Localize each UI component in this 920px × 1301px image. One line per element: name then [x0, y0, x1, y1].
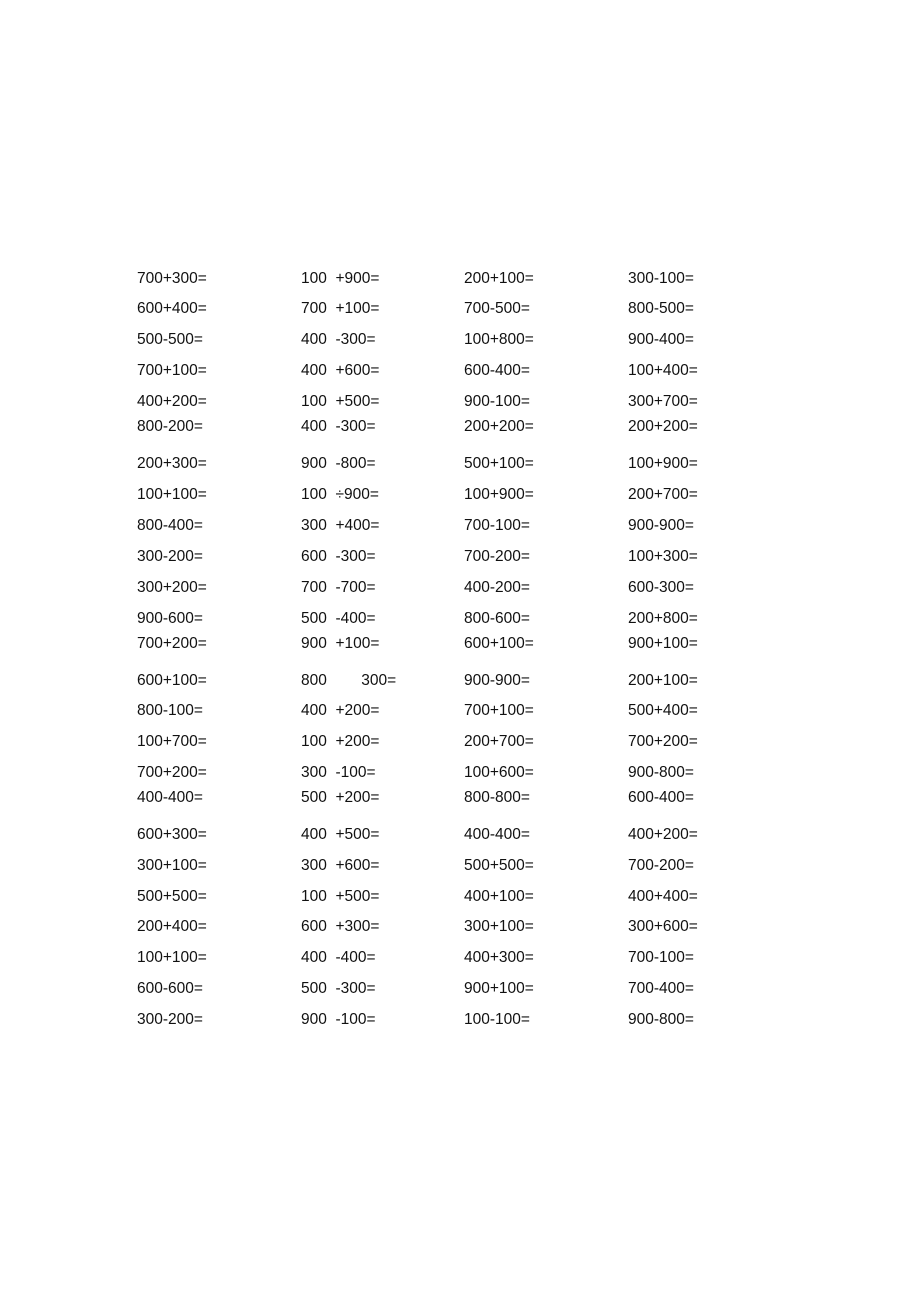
problem-r15-d: 500+400=: [628, 702, 698, 719]
problem-r25-d: 900-800=: [628, 1011, 694, 1028]
problem-r14-a: 600+100=: [137, 672, 207, 689]
problem-r14-b: 800 300=: [301, 672, 397, 689]
problem-r12-c: 800-600=: [464, 610, 530, 627]
problem-r21-a: 500+500=: [137, 888, 207, 905]
problem-r3-c: 100+800=: [464, 331, 534, 348]
problem-r5-c: 900-100=: [464, 393, 530, 410]
problem-r17-c: 100+600=: [464, 764, 534, 781]
problem-r2-d: 800-500=: [628, 300, 694, 317]
problem-r15-b: 400 +200=: [301, 702, 380, 719]
problem-r6-d: 200+200=: [628, 418, 698, 435]
problem-r1-b: 100 +900=: [301, 270, 380, 287]
problem-r4-a: 700+100=: [137, 362, 207, 379]
problem-r8-d: 200+700=: [628, 486, 698, 503]
problem-r4-c: 600-400=: [464, 362, 530, 379]
problem-r24-b: 500 -300=: [301, 980, 376, 997]
problem-r25-a: 300-200=: [137, 1011, 203, 1028]
problem-r23-a: 100+100=: [137, 949, 207, 966]
problem-r11-c: 400-200=: [464, 579, 530, 596]
problem-r16-b: 100 +200=: [301, 733, 380, 750]
problem-r24-a: 600-600=: [137, 980, 203, 997]
problem-r3-b: 400 -300=: [301, 331, 376, 348]
problem-r7-c: 500+100=: [464, 455, 534, 472]
problem-r19-d: 400+200=: [628, 826, 698, 843]
problem-r23-c: 400+300=: [464, 949, 534, 966]
problem-r12-b: 500 -400=: [301, 610, 376, 627]
problem-r10-a: 300-200=: [137, 548, 203, 565]
problem-r19-b: 400 +500=: [301, 826, 380, 843]
problem-r25-c: 100-100=: [464, 1011, 530, 1028]
problem-r14-c: 900-900=: [464, 672, 530, 689]
problem-r10-d: 100+300=: [628, 548, 698, 565]
problem-r20-d: 700-200=: [628, 857, 694, 874]
problem-r16-a: 100+700=: [137, 733, 207, 750]
problem-r20-c: 500+500=: [464, 857, 534, 874]
problem-r19-a: 600+300=: [137, 826, 207, 843]
problem-r1-c: 200+100=: [464, 270, 534, 287]
problem-r18-b: 500 +200=: [301, 789, 380, 806]
problem-r21-d: 400+400=: [628, 888, 698, 905]
problem-r23-d: 700-100=: [628, 949, 694, 966]
problem-r22-b: 600 +300=: [301, 918, 380, 935]
problem-r2-b: 700 +100=: [301, 300, 380, 317]
problem-r14-d: 200+100=: [628, 672, 698, 689]
problem-r19-c: 400-400=: [464, 826, 530, 843]
problem-r5-b: 100 +500=: [301, 393, 380, 410]
problem-r2-c: 700-500=: [464, 300, 530, 317]
problem-r5-d: 300+700=: [628, 393, 698, 410]
problem-r7-b: 900 -800=: [301, 455, 376, 472]
problem-r9-c: 700-100=: [464, 517, 530, 534]
problem-r8-c: 100+900=: [464, 486, 534, 503]
problem-r22-d: 300+600=: [628, 918, 698, 935]
problem-r8-a: 100+100=: [137, 486, 207, 503]
problem-r15-c: 700+100=: [464, 702, 534, 719]
problem-r13-c: 600+100=: [464, 635, 534, 652]
problem-r9-d: 900-900=: [628, 517, 694, 534]
problem-r18-d: 600-400=: [628, 789, 694, 806]
problem-r17-d: 900-800=: [628, 764, 694, 781]
problem-r21-b: 100 +500=: [301, 888, 380, 905]
problem-r7-d: 100+900=: [628, 455, 698, 472]
problem-r20-a: 300+100=: [137, 857, 207, 874]
problem-r13-d: 900+100=: [628, 635, 698, 652]
problem-r21-c: 400+100=: [464, 888, 534, 905]
problem-r24-c: 900+100=: [464, 980, 534, 997]
problem-r6-a: 800-200=: [137, 418, 203, 435]
problem-r16-c: 200+700=: [464, 733, 534, 750]
problem-r9-a: 800-400=: [137, 517, 203, 534]
problem-r5-a: 400+200=: [137, 393, 207, 410]
problem-r11-a: 300+200=: [137, 579, 207, 596]
problem-r3-d: 900-400=: [628, 331, 694, 348]
problem-r13-b: 900 +100=: [301, 635, 380, 652]
problem-r11-b: 700 -700=: [301, 579, 376, 596]
problem-r24-d: 700-400=: [628, 980, 694, 997]
problem-r18-a: 400-400=: [137, 789, 203, 806]
problem-r17-b: 300 -100=: [301, 764, 376, 781]
problem-r25-b: 900 -100=: [301, 1011, 376, 1028]
problem-r16-d: 700+200=: [628, 733, 698, 750]
problem-r12-a: 900-600=: [137, 610, 203, 627]
problem-r10-b: 600 -300=: [301, 548, 376, 565]
problem-r22-c: 300+100=: [464, 918, 534, 935]
problem-r18-c: 800-800=: [464, 789, 530, 806]
problem-r20-b: 300 +600=: [301, 857, 380, 874]
problem-r15-a: 800-100=: [137, 702, 203, 719]
problem-r1-a: 700+300=: [137, 270, 207, 287]
problem-r11-d: 600-300=: [628, 579, 694, 596]
problem-r7-a: 200+300=: [137, 455, 207, 472]
problem-r6-b: 400 -300=: [301, 418, 376, 435]
problem-r12-d: 200+800=: [628, 610, 698, 627]
problem-r2-a: 600+400=: [137, 300, 207, 317]
problem-r3-a: 500-500=: [137, 331, 203, 348]
problem-r4-d: 100+400=: [628, 362, 698, 379]
problem-r6-c: 200+200=: [464, 418, 534, 435]
problem-r4-b: 400 +600=: [301, 362, 380, 379]
problem-r1-d: 300-100=: [628, 270, 694, 287]
problem-r17-a: 700+200=: [137, 764, 207, 781]
problem-r8-b: 100 ÷900=: [301, 486, 379, 503]
problem-r10-c: 700-200=: [464, 548, 530, 565]
problem-r23-b: 400 -400=: [301, 949, 376, 966]
problem-r9-b: 300 +400=: [301, 517, 380, 534]
problem-r22-a: 200+400=: [137, 918, 207, 935]
problem-r13-a: 700+200=: [137, 635, 207, 652]
